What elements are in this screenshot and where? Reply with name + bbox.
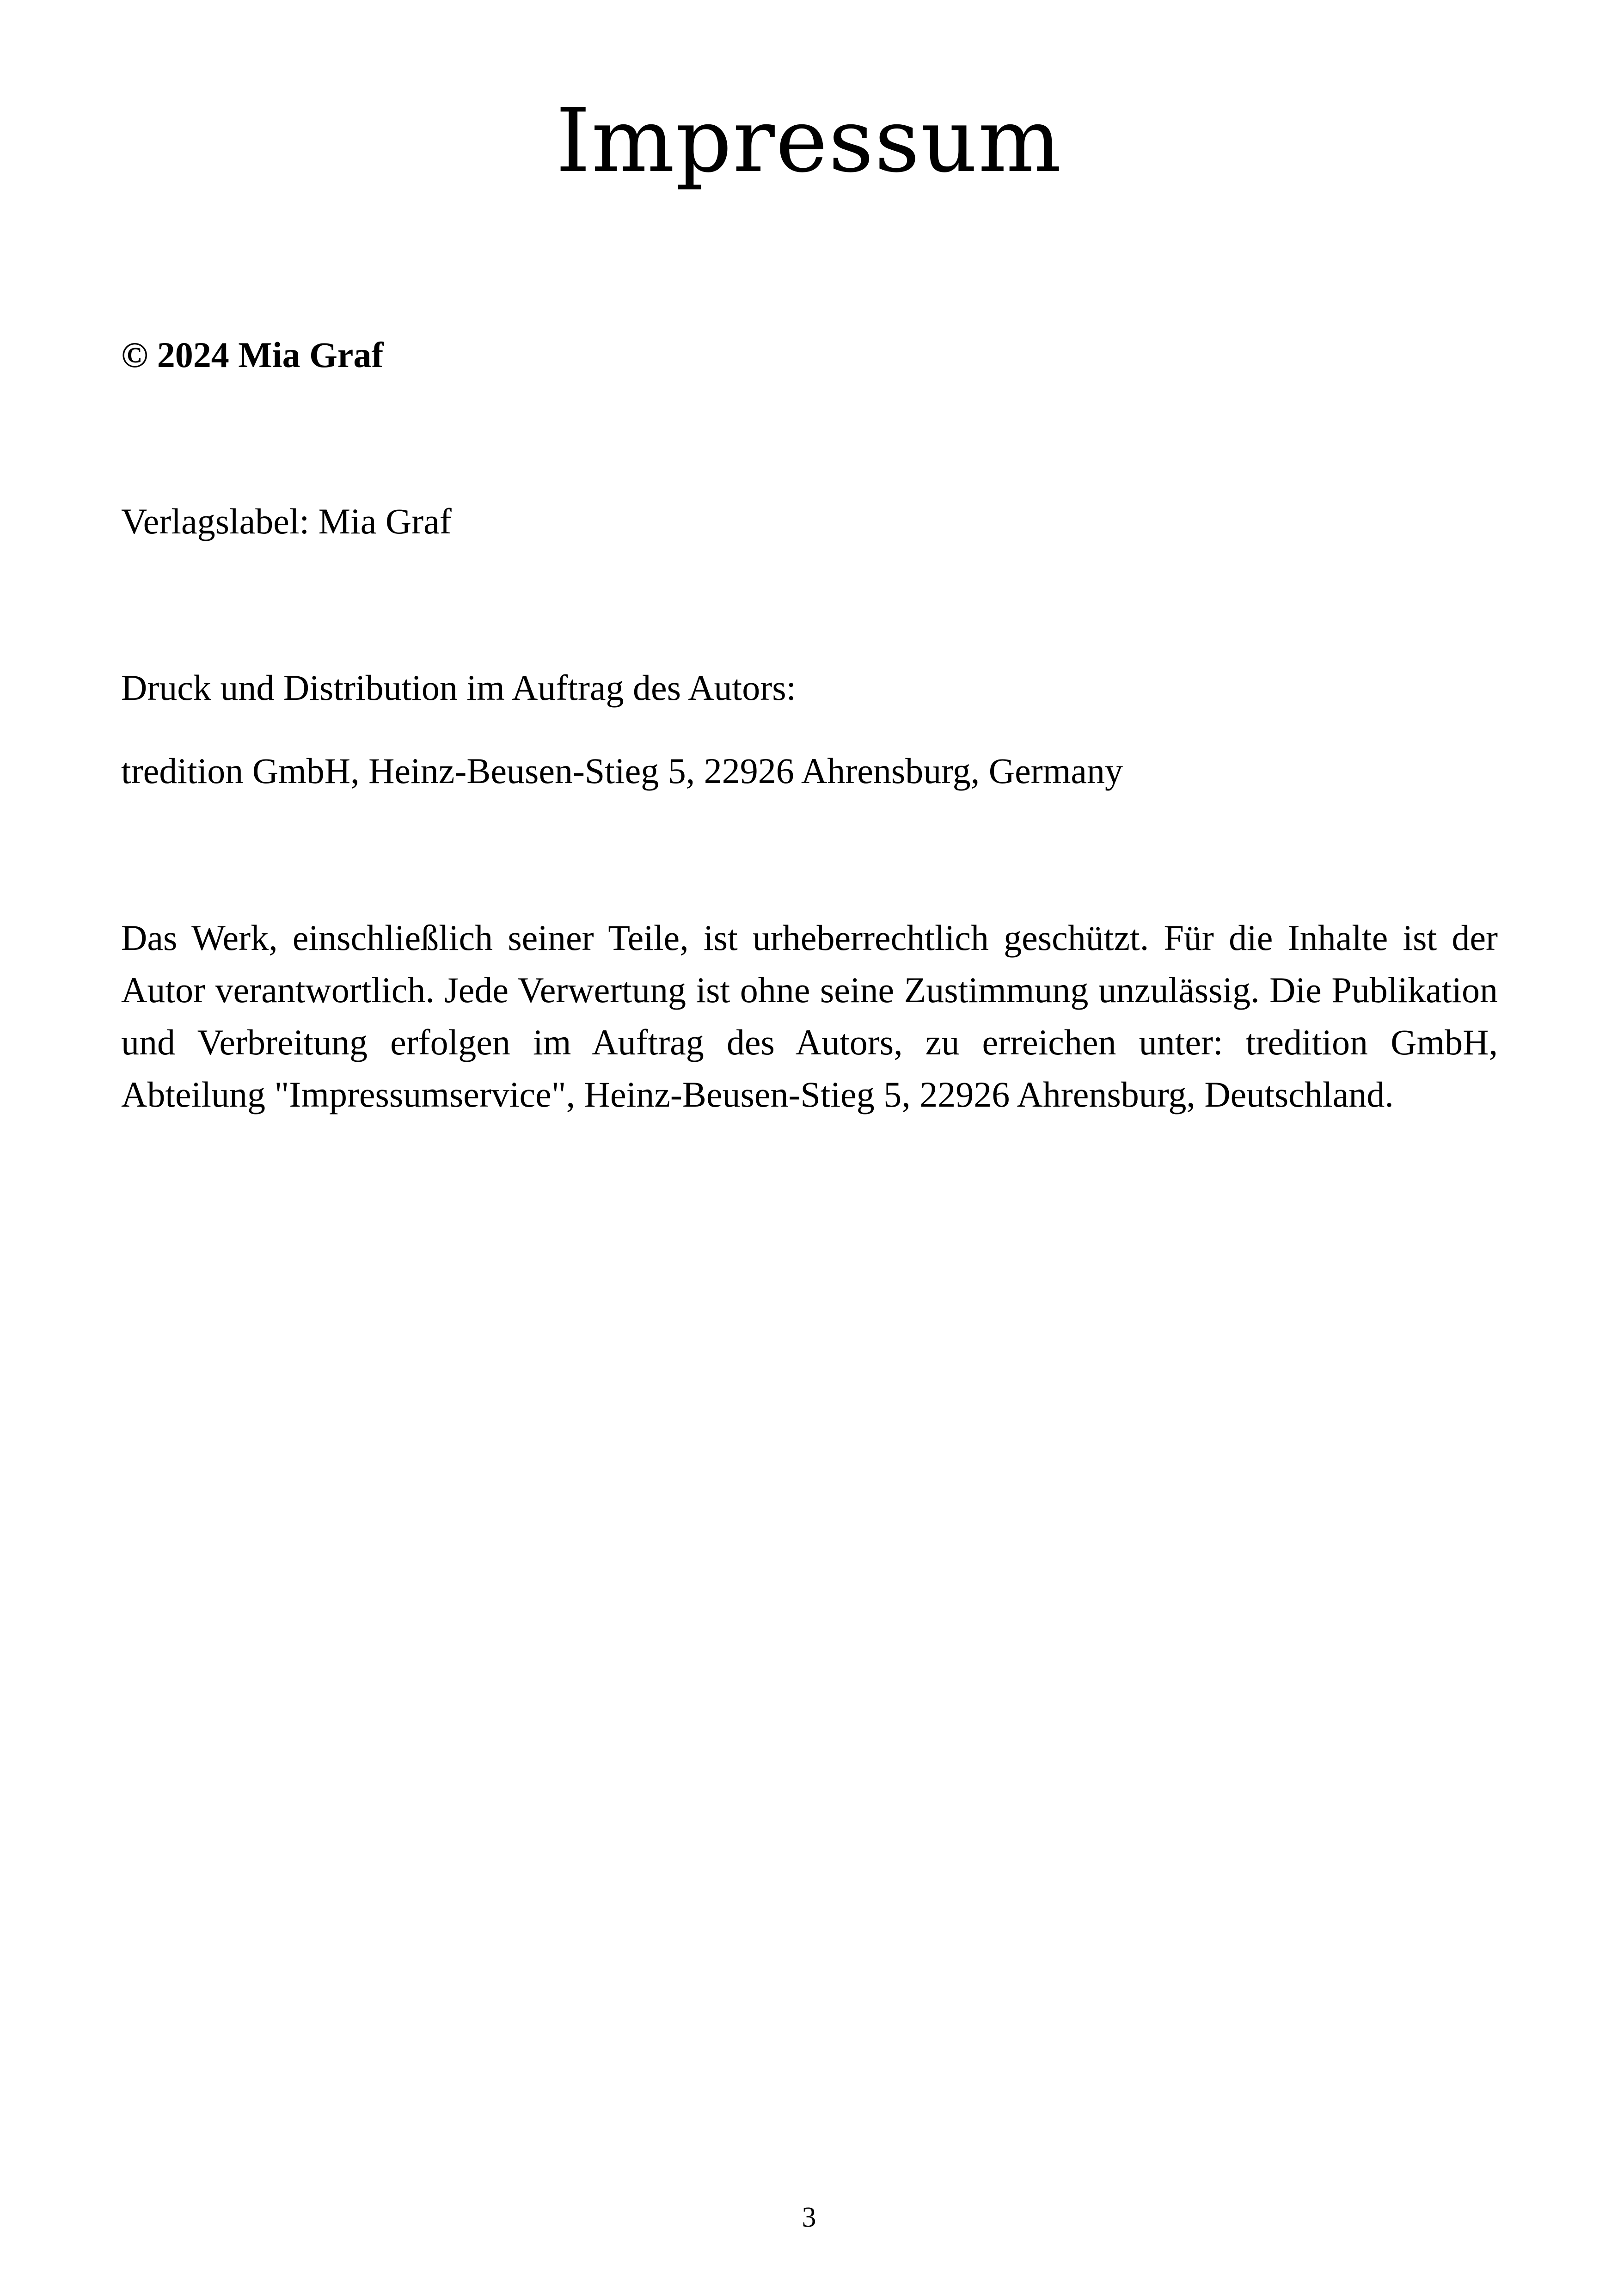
copyright-notice: © 2024 Mia Graf — [121, 335, 384, 375]
publisher-label: Verlagslabel: Mia Graf — [121, 501, 452, 541]
legal-notice-paragraph: Das Werk, einschließlich seiner Teile, ist urheberrechtlich geschützt. Für die Inhalte ist der Autor verantwortlich. Jede Verwertung ist ohne seine Zustimmung unzulässig. Die Publikation und Verbreitung erfolgen im Auftrag des Autors, zu erreichen unter: tredition GmbH, Abteilung "Impressumservice", Heinz-Beusen-Stieg 5, 22926 Ahrensburg, Deutschland. — [121, 918, 1498, 1114]
print-distribution-note: Druck und Distribution im Auftrag des Autors: — [121, 667, 797, 708]
printer-address: tredition GmbH, Heinz-Beusen-Stieg 5, 22926 Ahrensburg, Germany — [121, 751, 1123, 791]
page-title: Impressum — [556, 90, 1062, 192]
page-number: 3 — [802, 2202, 816, 2233]
